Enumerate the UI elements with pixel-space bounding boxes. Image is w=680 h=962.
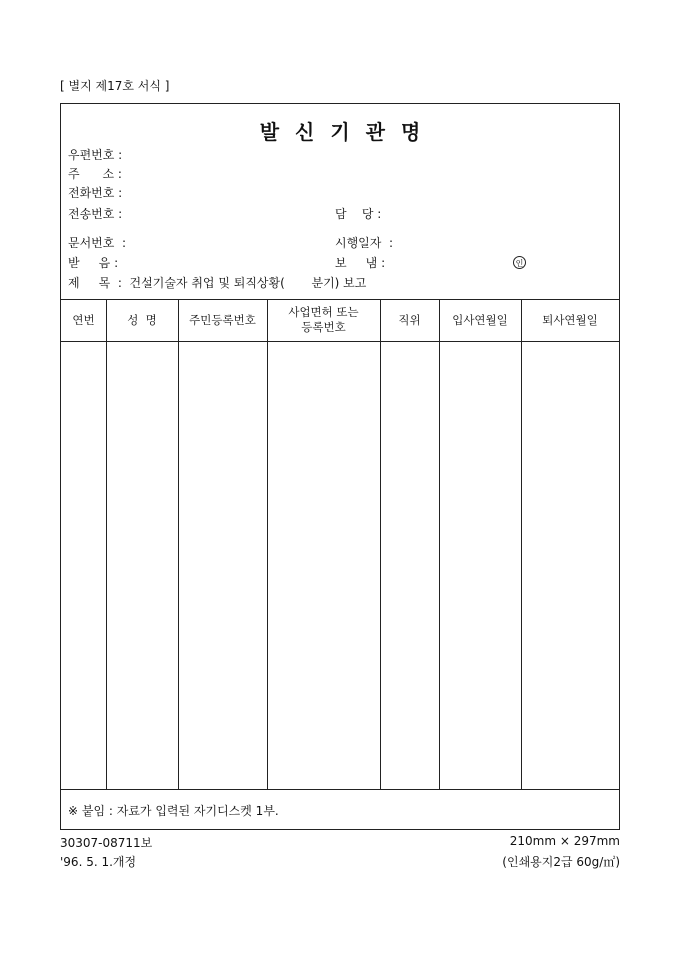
- column-divider: [267, 299, 268, 789]
- header-position: 직위: [398, 312, 421, 327]
- sender-field: 보 냄 :: [335, 256, 386, 270]
- header-name: 성 명: [127, 312, 157, 327]
- header-resident-number: 주민등록번호: [189, 312, 256, 327]
- seal-mark: 인: [513, 256, 526, 269]
- form-code: 30307-08711보: [60, 836, 153, 850]
- issue-date-field: 시행일자 :: [335, 236, 394, 250]
- postal-code-field: 우편번호 :: [68, 148, 123, 162]
- header-bottom-rule: [61, 341, 619, 342]
- revision-date: '96. 5. 1.개정: [60, 855, 137, 869]
- column-divider: [521, 299, 522, 789]
- header-serial-number: 연번: [72, 312, 95, 327]
- address-field: 주 소 :: [68, 167, 122, 181]
- column-divider: [106, 299, 107, 789]
- form-frame: [60, 103, 620, 830]
- doc-number-field: 문서번호 :: [68, 236, 127, 250]
- subject-field: 제 목 : 건설기술자 취업 및 퇴직상황( 분기) 보고: [68, 276, 367, 290]
- form-number-label: [ 별지 제17호 서식 ]: [60, 79, 170, 93]
- sender-org-title: 발신기관명: [259, 120, 437, 144]
- paper-size: 210mm × 297mm: [509, 834, 620, 848]
- header-license-number: 사업면허 또는 등록번호: [288, 305, 359, 334]
- table-bottom-rule: [61, 789, 619, 790]
- phone-field: 전화번호 :: [68, 186, 123, 200]
- column-divider: [439, 299, 440, 789]
- column-divider: [380, 299, 381, 789]
- paper-spec: (인쇄용지2급 60g/㎡): [502, 855, 620, 869]
- recipient-field: 받 음 :: [68, 256, 119, 270]
- column-divider: [178, 299, 179, 789]
- contact-field: 담 당 :: [335, 207, 382, 221]
- attachment-note: ※ 붙임 : 자료가 입력된 자기디스켓 1부.: [68, 804, 279, 818]
- header-hire-date: 입사연월일: [452, 312, 508, 327]
- fax-field: 전송번호 :: [68, 207, 123, 221]
- header-leave-date: 퇴사연월일: [542, 312, 598, 327]
